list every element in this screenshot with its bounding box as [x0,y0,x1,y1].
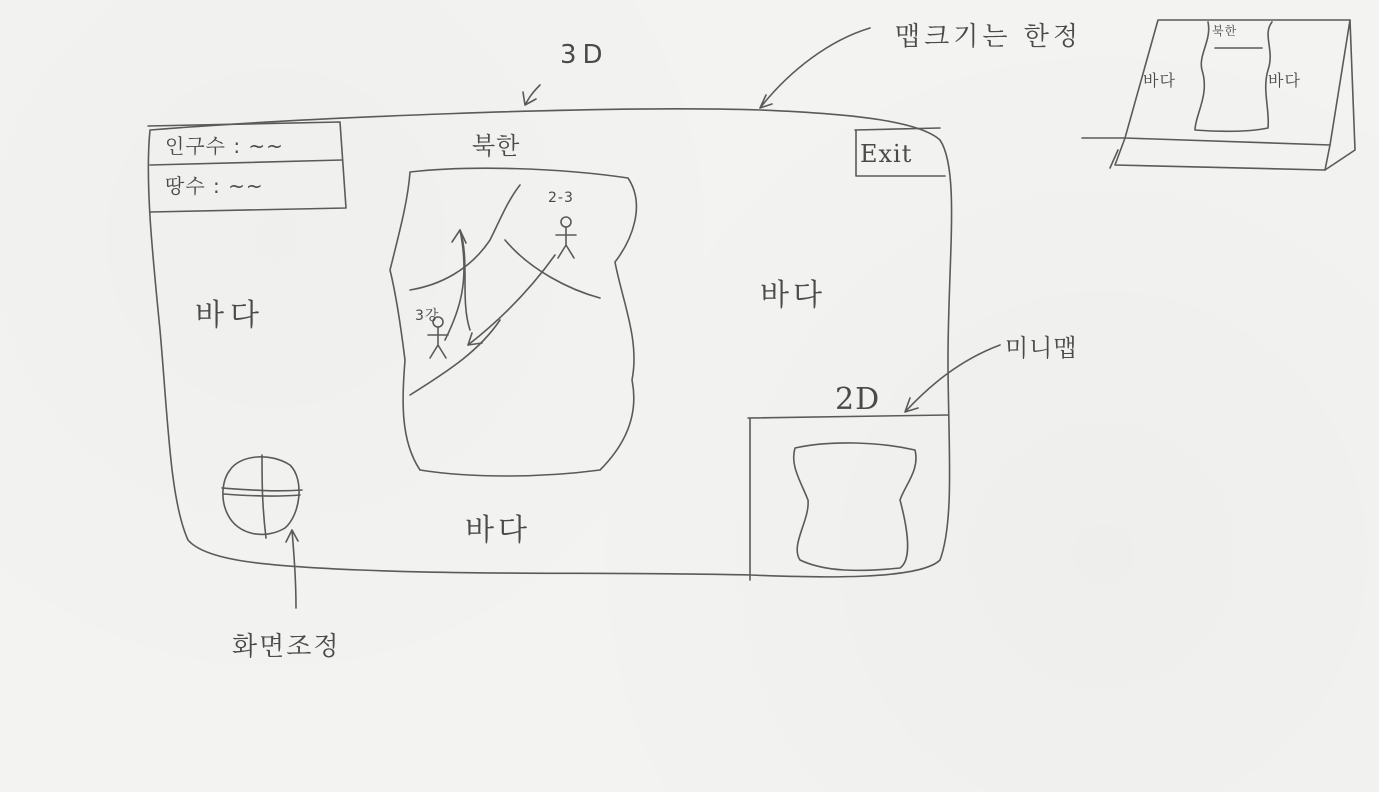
annotation-3d: 3D [560,40,609,70]
annot-arrow-adjust [286,530,298,608]
unit-b-count: 3강 [415,308,440,324]
annotation-screen-adjust: 화면조정 [232,632,341,662]
minimap-panel[interactable] [748,415,948,580]
cube-sea-left: 바다 [1143,71,1176,90]
minimap-2d-label: 2D [835,382,881,417]
north-korea-label: 북한 [472,132,521,160]
cube-north-label: 북한 [1212,24,1238,38]
cube-sea-right: 바다 [1268,71,1301,90]
annotation-minimap: 미니맵 [1005,334,1078,362]
population-label: 인구수 : ~~ [165,134,284,158]
exit-button-label[interactable]: Exit [860,140,913,168]
annot-arrow-3d [523,85,540,105]
cube-sketch [1082,20,1355,170]
annotation-map-limit: 맵크기는 한정 [895,22,1082,52]
unit-a-count: 2-3 [548,190,574,206]
sea-label-left: 바다 [195,298,265,333]
screen-adjust-joystick[interactable] [218,455,298,535]
land-count-label: 땅수 : ~~ [165,174,264,198]
sea-label-bottom: 바다 [465,513,531,548]
annot-arrow-limit [760,28,870,108]
sea-label-right: 바다 [760,278,826,313]
annot-arrow-minimap [905,345,1000,412]
